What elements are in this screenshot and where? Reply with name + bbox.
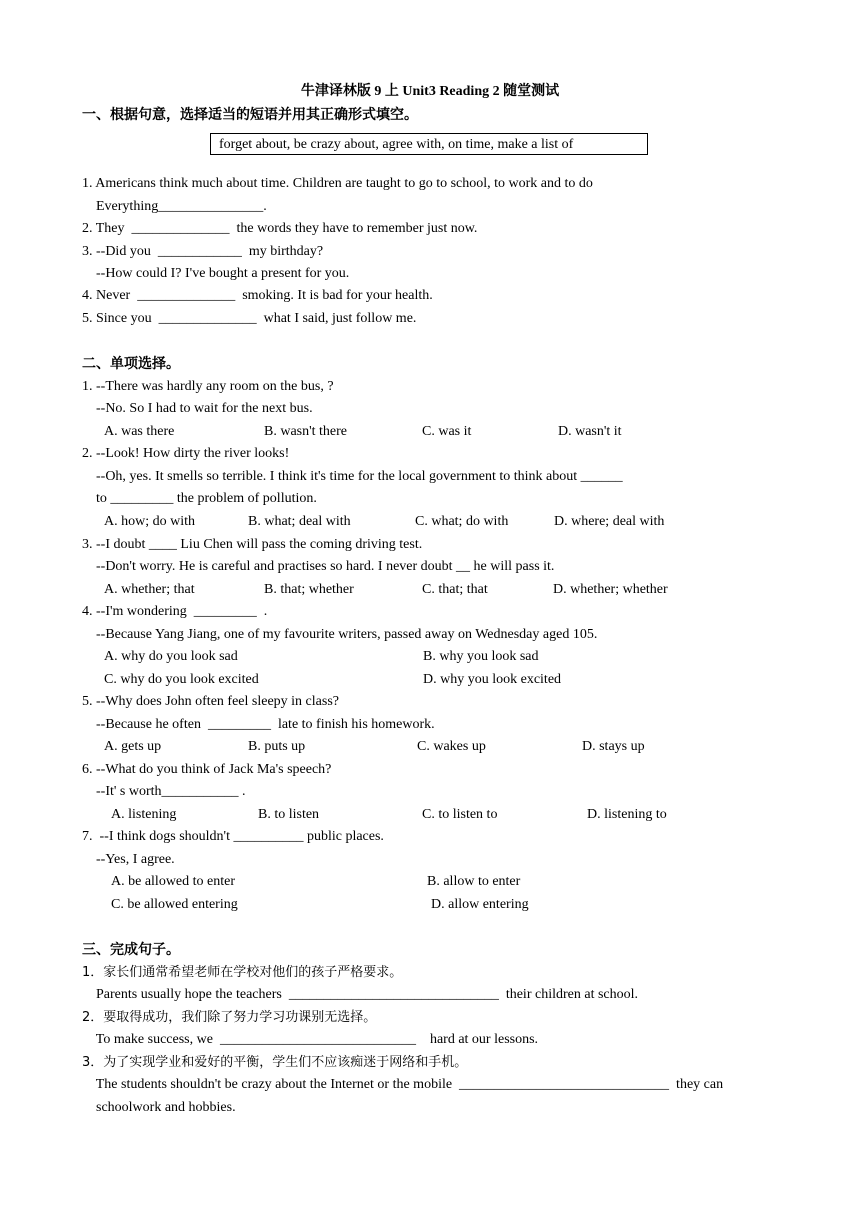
option: C. what; do with (415, 514, 509, 529)
option: C. be allowed entering (111, 897, 238, 912)
s1-line: 1. Americans think much about time. Children are taught to go to school, to work and to do (82, 176, 593, 191)
option: D. stays up (582, 739, 645, 754)
section2-heading: 二、单项选择。 (82, 356, 180, 372)
option: D. why you look excited (423, 672, 562, 687)
option: B. wasn't there (264, 424, 348, 439)
q-line: --It' s worth___________ . (82, 784, 246, 799)
s3-english-line: schoolwork and hobbies. (82, 1100, 236, 1115)
q-line: 2. --Look! How dirty the river looks! (82, 446, 290, 461)
s1-line: 2. They ______________ the words they have to remember just now. (82, 221, 478, 236)
option: B. puts up (248, 739, 306, 754)
option: D. wasn't it (558, 424, 622, 439)
q-line: 4. --I'm wondering _________ . (82, 604, 268, 619)
option: B. what; deal with (248, 514, 351, 529)
q-line: 1. --There was hardly any room on the bus, ? (82, 379, 334, 394)
s3-chinese-prompt: 2．要取得成功，我们除了努力学习功课别无选择。 (82, 1010, 377, 1025)
option: D. listening to (587, 807, 667, 822)
q-line: to _________ the problem of pollution. (82, 491, 317, 506)
option: D. where; deal with (554, 514, 665, 529)
section1-heading: 一、根据句意，选择适当的短语并用其正确形式填空。 (82, 107, 418, 123)
q-line: --Because Yang Jiang, one of my favourite writers, passed away on Wednesday aged 105. (82, 627, 598, 642)
s3-english-line: To make success, we ____________________________ hard at our lessons. (82, 1032, 539, 1047)
option: A. was there (104, 424, 175, 439)
s1-line: Everything_______________. (82, 199, 267, 214)
option: B. why you look sad (423, 649, 539, 664)
q-line: 3. --I doubt ____ Liu Chen will pass the coming driving test. (82, 537, 423, 552)
option: C. why do you look excited (104, 672, 259, 687)
option: D. allow entering (431, 897, 529, 912)
phrase-box (210, 133, 648, 155)
option: A. be allowed to enter (111, 874, 236, 889)
s1-line: 5. Since you ______________ what I said, just follow me. (82, 311, 417, 326)
s3-chinese-prompt: 1．家长们通常希望老师在学校对他们的孩子严格要求。 (82, 965, 403, 980)
section3-heading: 三、完成句子。 (82, 942, 180, 958)
option: B. to listen (258, 807, 320, 822)
q-line: --No. So I had to wait for the next bus. (82, 401, 313, 416)
option: D. whether; whether (553, 582, 668, 597)
q-line: --Yes, I agree. (82, 852, 175, 867)
s3-english-line: Parents usually hope the teachers ______________________________ their children at school. (82, 987, 639, 1002)
option: B. allow to enter (427, 874, 521, 889)
q-line: --Oh, yes. It smells so terrible. I think it's time for the local government to think about ______ (82, 469, 623, 484)
q-line: 5. --Why does John often feel sleepy in class? (82, 694, 339, 709)
q-line: --Don't worry. He is careful and practises so hard. I never doubt __ he will pass it. (82, 559, 555, 574)
s1-line: --How could I? I've bought a present for you. (82, 266, 350, 281)
q-line: 6. --What do you think of Jack Ma's speech? (82, 762, 332, 777)
option: A. how; do with (104, 514, 195, 529)
phrase-list: forget about, be crazy about, agree with, on time, make a list of (219, 137, 574, 152)
page-title: 牛津译林版 9 上 Unit3 Reading 2 随堂测试 (300, 84, 560, 99)
s3-english-line: The students shouldn't be crazy about the Internet or the mobile ______________________________ they can (82, 1077, 724, 1092)
q-line: --Because he often _________ late to finish his homework. (82, 717, 435, 732)
option: C. wakes up (417, 739, 486, 754)
option: C. was it (422, 424, 472, 439)
s1-line: 4. Never ______________ smoking. It is bad for your health. (82, 288, 433, 303)
option: A. whether; that (104, 582, 195, 597)
option: A. listening (111, 807, 177, 822)
option: C. that; that (422, 582, 488, 597)
option: A. gets up (104, 739, 162, 754)
s3-chinese-prompt: 3．为了实现学业和爱好的平衡，学生们不应该痴迷于网络和手机。 (82, 1055, 468, 1070)
option: C. to listen to (422, 807, 498, 822)
s1-line: 3. --Did you ____________ my birthday? (82, 244, 324, 259)
q-line: 7. --I think dogs shouldn't __________ public places. (82, 829, 384, 844)
option: B. that; whether (264, 582, 354, 597)
option: A. why do you look sad (104, 649, 238, 664)
